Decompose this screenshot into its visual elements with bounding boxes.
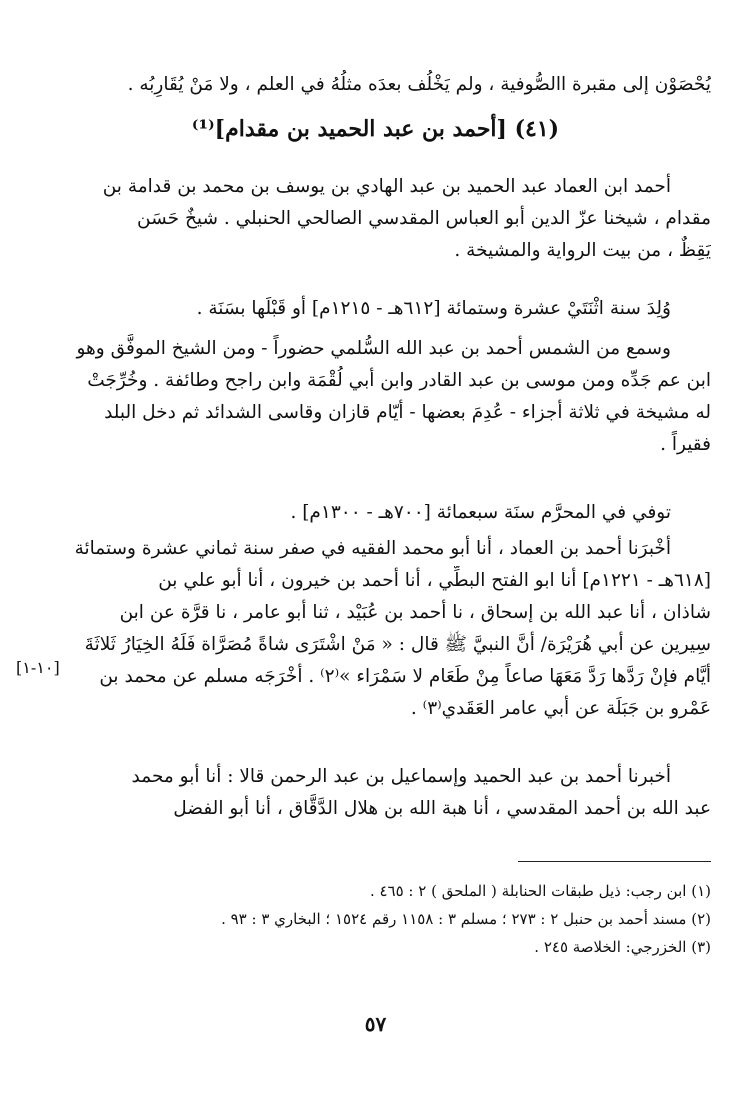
footnote-divider xyxy=(518,861,711,862)
para4-line: توفي في المحرَّم سنَة سبعمائة [٧٠٠هـ - ١٣٠٠م] . xyxy=(290,502,671,523)
para5-line: أيَّام فإنْ رَدَّها رَدَّ مَعَهَا صاعاً مِنْ طَعَام لا سَمْرَاء »⁽٢⁾ . أخْرَجَه مسلم عن محمد بن xyxy=(99,666,711,687)
margin-page-reference: [١٠-١] xyxy=(16,658,60,677)
footnote: (١) ابن رجب: ذيل طبقات الحنابلة ( الملحق ) ٢ : ٤٦٥ . xyxy=(369,882,711,900)
para5-line: أخْبرَنا أحمد بن العماد ، أنا أبو محمد الفقيه في صفر سنة ثماني عشرة وستمائة xyxy=(74,538,671,559)
para6-line: أخبرنا أحمد بن عبد الحميد وإسماعيل بن عبد الرحمن قالا : أنا أبو محمد xyxy=(131,766,671,787)
para5-line: [٦١٨هـ - ١٢٢١م] أنا ابو الفتح البطِّي ، أنا أحمد بن خيرون ، أنا أبو علي بن xyxy=(158,570,711,591)
para5-line: عَمْرو بن جَبَلَة عن أبي عامر العَقَدي⁽٣⁾ . xyxy=(410,698,711,719)
para3-line: له مشيخة في ثلاثة أجزاء - عُدِمَ بعضها - أيّام قازان وقاسى الشدائد ثم دخل البلد xyxy=(104,402,711,423)
para3-line: ابن عم جَدِّه ومن موسى بن عبد القادر وابن أبي لُقْمَة وابن راجح وطائفة . وخُرِّجَتْ xyxy=(87,370,711,391)
para2-line: وُلِدَ سنة اثْنَتَيْ عشرة وستمائة [٦١٢هـ - ١٢١٥م] أو قَبْلَها بسَنَة . xyxy=(196,298,671,319)
entry-heading: (٤١) [أحمد بن عبد الحميد بن مقدام]⁽¹⁾ xyxy=(191,116,560,142)
para3-line: وسمع من الشمس أحمد بن عبد الله السُّلمي حضوراً - ومن الشيخ الموفَّق وهو xyxy=(76,338,671,359)
footnote: (٣) الخزرجي: الخلاصة ٢٤٥ . xyxy=(534,938,711,956)
para5-line: شاذان ، أنا عبد الله بن إسحاق ، نا أحمد بن عُبَيْد ، ثنا أبو عامر ، نا قرَّة عن ابن xyxy=(119,602,711,623)
para3-line: فقيراً . xyxy=(660,434,711,455)
intro-line: يُحْصَوْن إلى مقبرة االصُّوفية ، ولم يَخْلُف بعدَه مثلُهُ في العلم ، ولا مَنْ يُقَارِبُه . xyxy=(127,74,711,95)
para1-line: أحمد ابن العماد عبد الحميد بن عبد الهادي بن يوسف بن محمد بن قدامة بن xyxy=(102,176,671,197)
para5-line: سِيرين عن أبي هُرَيْرَة/ أنَّ النبيَّ ﷺ قال : « مَنْ اشْتَرَى شاةً مُصَرَّاة فَلَهُ الخِيَارُ ثَلاثَةَ xyxy=(84,634,711,655)
page-number: ٥٧ xyxy=(364,1012,387,1036)
para1-line: مقدام ، شيخنا عزّ الدين أبو العباس المقدسي الصالحي الحنبلي . شيخٌ حَسَن xyxy=(137,208,711,229)
para6-line: عبد الله بن أحمد المقدسي ، أنا هبة الله بن هلال الدَّقَّاق ، أنا أبو الفضل xyxy=(173,798,711,819)
footnote: (٢) مسند أحمد بن حنبل ٢ : ٢٧٣ ؛ مسلم ٣ : ١١٥٨ رقم ١٥٢٤ ؛ البخاري ٣ : ٩٣ . xyxy=(221,910,711,928)
para1-line: يَقِظٌ ، من بيت الرواية والمشيخة . xyxy=(454,240,711,261)
